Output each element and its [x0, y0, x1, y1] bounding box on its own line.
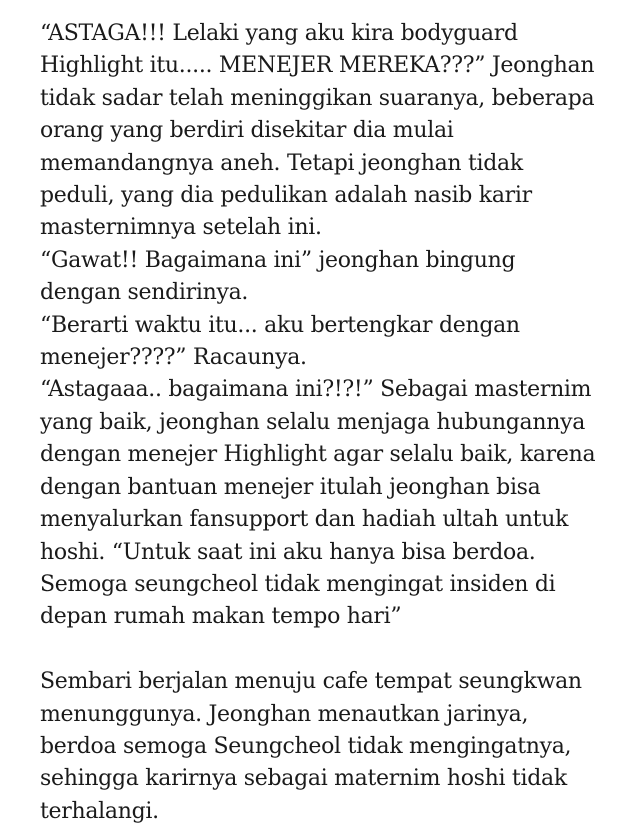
- text-line: “Gawat!! Bagaimana ini” jeonghan bingung: [40, 247, 516, 273]
- text-line: orang yang berdiri disekitar dia mulai: [40, 118, 454, 144]
- text-line: memandangnya aneh. Tetapi jeonghan tidak: [40, 150, 523, 176]
- text-line: berdoa semoga Seungcheol tidak mengingatnya,: [40, 733, 572, 759]
- text-line: dengan sendirinya.: [40, 280, 249, 306]
- text-line: terhalangi.: [40, 798, 159, 824]
- text-line: “ASTAGA!!! Lelaki yang aku kira bodyguard: [40, 21, 518, 46]
- text-line: menunggunya. Jeonghan menautkan jarinya,: [40, 701, 529, 727]
- text-line: depan rumah makan tempo hari”: [40, 604, 402, 630]
- text-line: peduli, yang dia pedulikan adalah nasib karir: [40, 183, 532, 209]
- text-line: Highlight itu..... MENEJER MEREKA???” Jeonghan: [40, 53, 595, 79]
- text-line: menejer????” Racaunya.: [40, 345, 307, 371]
- text-line: menyalurkan fansupport dan hadiah ultah untuk: [40, 507, 569, 533]
- text-line: masternimnya setelah ini.: [40, 215, 322, 241]
- story-paragraph-1: [40, 18, 621, 634]
- text-line: yang baik, jeonghan selalu menjaga hubungannya: [40, 409, 586, 435]
- text-line: “Astagaaa.. bagaimana ini?!?!” Sebagai masternim: [40, 377, 592, 403]
- paragraph-spacer: [40, 634, 621, 666]
- text-line: tidak sadar telah meninggikan suaranya, beberapa: [40, 85, 595, 111]
- text-line: Sembari berjalan menuju cafe tempat seungkwan: [40, 669, 582, 695]
- story-paragraph-2: [40, 666, 621, 828]
- text-line: dengan bantuan menejer itulah jeonghan bisa: [40, 474, 541, 500]
- text-line: Semoga seungcheol tidak mengingat insiden di: [40, 571, 556, 597]
- text-line: sehingga karirnya sebagai maternim hoshi tidak: [40, 766, 567, 792]
- text-line: hoshi. “Untuk saat ini aku hanya bisa berdoa.: [40, 539, 536, 565]
- text-line: “Berarti waktu itu... aku bertengkar dengan: [40, 312, 520, 338]
- text-line: dengan menejer Highlight agar selalu baik, karena: [40, 442, 596, 468]
